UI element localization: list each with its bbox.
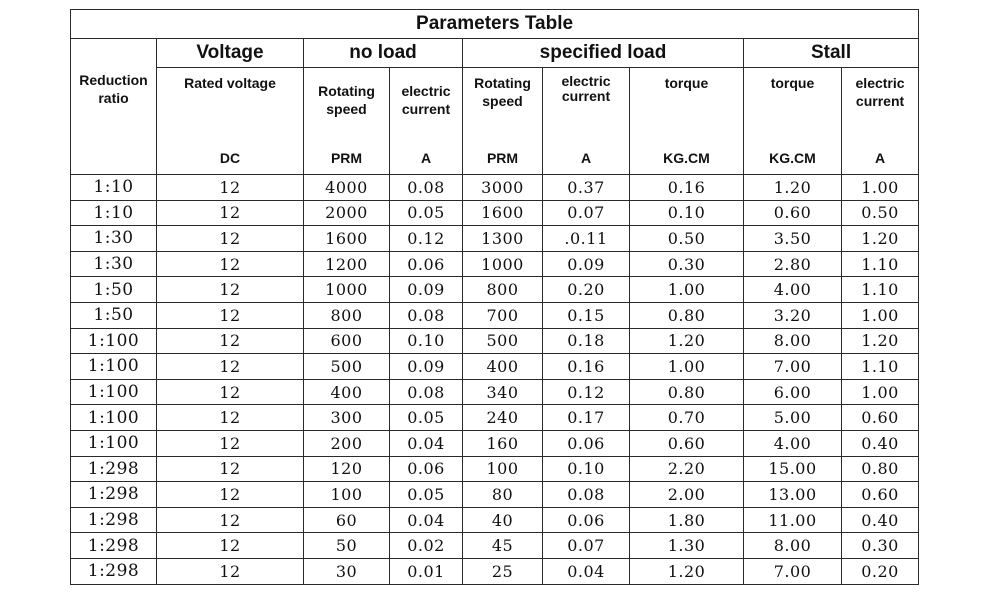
specified-load-current-unit: A [580,150,592,166]
no-load-current-cell: 0.09 [390,277,463,303]
stall-torque-cell: 15.00 [744,456,842,482]
specified-load-speed-cell: 160 [463,430,543,456]
stall-torque-cell: 1.20 [744,175,842,201]
specified-load-current-header [543,68,630,175]
no-load-current-cell: 0.12 [390,226,463,252]
reduction-ratio-cell: 1:298 [71,456,157,482]
specified-load-speed-cell: 1300 [463,226,543,252]
specified-load-torque-header [630,68,744,175]
no-load-speed-cell: 60 [304,507,390,533]
stall-torque-cell: 11.00 [744,507,842,533]
no-load-speed-cell: 1600 [304,226,390,252]
stall-current-cell: 1.10 [842,251,919,277]
stall-current-cell: 0.60 [842,405,919,431]
stall-torque-cell: 2.80 [744,251,842,277]
specified-load-current-cell: 0.18 [543,328,630,354]
stall-torque-cell: 0.60 [744,200,842,226]
no-load-current-cell: 0.05 [390,405,463,431]
stall-torque-cell: 4.00 [744,430,842,456]
specified-load-speed-cell: 3000 [463,175,543,201]
no-load-speed-unit: PRM [330,150,363,166]
specified-load-current-cell: 0.20 [543,277,630,303]
specified-load-speed-cell: 800 [463,277,543,303]
no-load-speed-label: Rotating speed [318,83,375,117]
specified-load-torque-cell: 0.80 [630,302,744,328]
specified-load-current-cell: 0.37 [543,175,630,201]
stall-current-header [842,68,919,175]
stall-current-unit: A [874,150,886,166]
no-load-speed-cell: 600 [304,328,390,354]
table-row [71,405,919,431]
specified-load-torque-cell: 0.60 [630,430,744,456]
stall-current-cell: 0.80 [842,456,919,482]
no-load-current-cell: 0.08 [390,302,463,328]
no-load-speed-cell: 800 [304,302,390,328]
stall-torque-cell: 8.00 [744,328,842,354]
specified-load-current-cell: 0.04 [543,558,630,584]
no-load-current-cell: 0.01 [390,558,463,584]
specified-load-current-cell: 0.06 [543,430,630,456]
no-load-current-cell: 0.06 [390,251,463,277]
reduction-ratio-cell: 1:298 [71,558,157,584]
specified-load-torque-cell: 0.50 [630,226,744,252]
specified-load-torque-cell: 0.16 [630,175,744,201]
reduction-ratio-cell: 1:298 [71,533,157,559]
table-row [71,328,919,354]
specified-load-current-cell: 0.07 [543,200,630,226]
no-load-current-cell: 0.08 [390,379,463,405]
no-load-current-cell: 0.05 [390,482,463,508]
table-row [71,430,919,456]
reduction-ratio-cell: 1:50 [71,302,157,328]
rated-voltage-cell: 12 [157,405,304,431]
specified-load-torque-cell: 0.70 [630,405,744,431]
voltage-group-header: Voltage [157,39,304,68]
specified-load-torque-cell: 1.30 [630,533,744,559]
stall-current-cell: 1.00 [842,175,919,201]
specified-load-speed-cell: 40 [463,507,543,533]
no-load-current-unit: A [420,150,432,166]
no-load-speed-cell: 400 [304,379,390,405]
specified-load-speed-unit: PRM [486,150,519,166]
rated-voltage-cell: 12 [157,507,304,533]
stall-current-cell: 0.30 [842,533,919,559]
reduction-ratio-cell: 1:298 [71,482,157,508]
stall-current-label: electric current [855,75,905,109]
rated-voltage-cell: 12 [157,482,304,508]
specified-load-speed-cell: 25 [463,558,543,584]
stall-torque-cell: 8.00 [744,533,842,559]
rated-voltage-cell: 12 [157,379,304,405]
reduction-ratio-cell: 1:30 [71,226,157,252]
table-row [71,354,919,380]
stall-torque-label: torque [770,75,815,91]
rated-voltage-cell: 12 [157,354,304,380]
specified-load-torque-cell: 0.80 [630,379,744,405]
rated-voltage-cell: 12 [157,533,304,559]
specified-load-speed-cell: 340 [463,379,543,405]
specified-load-torque-cell: 0.10 [630,200,744,226]
specified-load-current-cell: 0.08 [543,482,630,508]
no-load-current-cell: 0.06 [390,456,463,482]
no-load-current-cell: 0.09 [390,354,463,380]
rated-voltage-cell: 12 [157,328,304,354]
reduction-ratio-cell: 1:10 [71,175,157,201]
table-row [71,507,919,533]
reduction-ratio-cell: 1:298 [71,507,157,533]
table-row [71,226,919,252]
table-row [71,175,919,201]
specified-load-torque-cell: 1.20 [630,328,744,354]
specified-load-current-cell: .0.11 [543,226,630,252]
specified-load-torque-cell: 1.00 [630,277,744,303]
stall-group-header: Stall [744,39,919,68]
reduction-ratio-cell: 1:100 [71,430,157,456]
reduction-ratio-cell: 1:100 [71,379,157,405]
specified-load-torque-cell: 1.80 [630,507,744,533]
no-load-speed-cell: 120 [304,456,390,482]
table-row [71,251,919,277]
reduction-ratio-cell: 1:100 [71,405,157,431]
table-row [71,533,919,559]
no-load-current-cell: 0.05 [390,200,463,226]
reduction-ratio-label: Reduction ratio [79,72,148,106]
reduction-ratio-cell: 1:100 [71,328,157,354]
table-row [71,482,919,508]
specified-load-current-cell: 0.16 [543,354,630,380]
stall-current-cell: 0.50 [842,200,919,226]
stall-torque-cell: 6.00 [744,379,842,405]
reduction-ratio-cell: 1:10 [71,200,157,226]
table-row [71,558,919,584]
no-load-current-cell: 0.04 [390,430,463,456]
title-row [71,10,919,39]
rated-voltage-cell: 12 [157,277,304,303]
table-row [71,302,919,328]
stall-current-cell: 1.10 [842,277,919,303]
stall-current-cell: 1.00 [842,379,919,405]
no-load-current-label: electric current [401,83,451,117]
specified-load-speed-cell: 240 [463,405,543,431]
stall-current-cell: 1.20 [842,226,919,252]
specified-load-speed-cell: 400 [463,354,543,380]
table-body [71,175,919,585]
no-load-speed-cell: 1000 [304,277,390,303]
table-title: Parameters Table [71,10,919,39]
specified-load-current-cell: 0.17 [543,405,630,431]
table-row [71,277,919,303]
no-load-group-header: no load [304,39,463,68]
no-load-speed-cell: 1200 [304,251,390,277]
stall-torque-cell: 3.50 [744,226,842,252]
parameters-table [70,9,919,585]
stall-current-cell: 1.20 [842,328,919,354]
rated-voltage-cell: 12 [157,558,304,584]
no-load-speed-header [304,68,390,175]
specified-load-speed-header [463,68,543,175]
specified-load-torque-unit: KG.CM [663,150,710,166]
specified-load-current-label: electric current [561,73,611,104]
specified-load-current-cell: 0.06 [543,507,630,533]
specified-load-speed-cell: 100 [463,456,543,482]
table-row [71,200,919,226]
no-load-speed-cell: 500 [304,354,390,380]
stall-current-cell: 0.60 [842,482,919,508]
no-load-speed-cell: 300 [304,405,390,431]
no-load-speed-cell: 30 [304,558,390,584]
specified-load-speed-cell: 500 [463,328,543,354]
table-row [71,456,919,482]
stall-torque-cell: 3.20 [744,302,842,328]
rated-voltage-label: Rated voltage [184,75,276,91]
no-load-speed-cell: 200 [304,430,390,456]
specified-load-torque-cell: 2.00 [630,482,744,508]
specified-load-speed-cell: 700 [463,302,543,328]
rated-voltage-cell: 12 [157,251,304,277]
specified-load-current-cell: 0.07 [543,533,630,559]
reduction-ratio-cell: 1:50 [71,277,157,303]
rated-voltage-cell: 12 [157,430,304,456]
specified-load-speed-cell: 45 [463,533,543,559]
specified-load-torque-label: torque [664,75,709,91]
no-load-current-cell: 0.10 [390,328,463,354]
specified-load-torque-cell: 1.20 [630,558,744,584]
specified-load-torque-cell: 2.20 [630,456,744,482]
specified-load-speed-label: Rotating speed [474,75,531,109]
stall-current-cell: 0.40 [842,430,919,456]
no-load-speed-cell: 50 [304,533,390,559]
rated-voltage-cell: 12 [157,200,304,226]
no-load-speed-cell: 100 [304,482,390,508]
group-header-row [71,39,919,68]
specified-load-group-header: specified load [463,39,744,68]
specified-load-current-cell: 0.09 [543,251,630,277]
rated-voltage-cell: 12 [157,302,304,328]
table-row [71,379,919,405]
stall-torque-cell: 4.00 [744,277,842,303]
specified-load-speed-cell: 1000 [463,251,543,277]
specified-load-speed-cell: 1600 [463,200,543,226]
rated-voltage-cell: 12 [157,456,304,482]
stall-torque-cell: 13.00 [744,482,842,508]
rated-voltage-unit: DC [219,150,241,166]
no-load-current-cell: 0.04 [390,507,463,533]
reduction-ratio-header [71,39,157,175]
specified-load-torque-cell: 1.00 [630,354,744,380]
specified-load-current-cell: 0.10 [543,456,630,482]
stall-current-cell: 0.20 [842,558,919,584]
stall-torque-cell: 5.00 [744,405,842,431]
rated-voltage-cell: 12 [157,175,304,201]
stall-current-cell: 0.40 [842,507,919,533]
parameters-table-container [70,9,918,585]
stall-current-cell: 1.00 [842,302,919,328]
specified-load-current-cell: 0.12 [543,379,630,405]
specified-load-current-cell: 0.15 [543,302,630,328]
stall-torque-unit: KG.CM [769,150,816,166]
reduction-ratio-cell: 1:100 [71,354,157,380]
rated-voltage-header [157,68,304,175]
stall-torque-header [744,68,842,175]
column-header-row [71,68,919,175]
rated-voltage-cell: 12 [157,226,304,252]
no-load-current-cell: 0.02 [390,533,463,559]
no-load-speed-cell: 4000 [304,175,390,201]
no-load-speed-cell: 2000 [304,200,390,226]
reduction-ratio-cell: 1:30 [71,251,157,277]
stall-torque-cell: 7.00 [744,354,842,380]
specified-load-speed-cell: 80 [463,482,543,508]
stall-torque-cell: 7.00 [744,558,842,584]
no-load-current-header [390,68,463,175]
stall-current-cell: 1.10 [842,354,919,380]
no-load-current-cell: 0.08 [390,175,463,201]
specified-load-torque-cell: 0.30 [630,251,744,277]
